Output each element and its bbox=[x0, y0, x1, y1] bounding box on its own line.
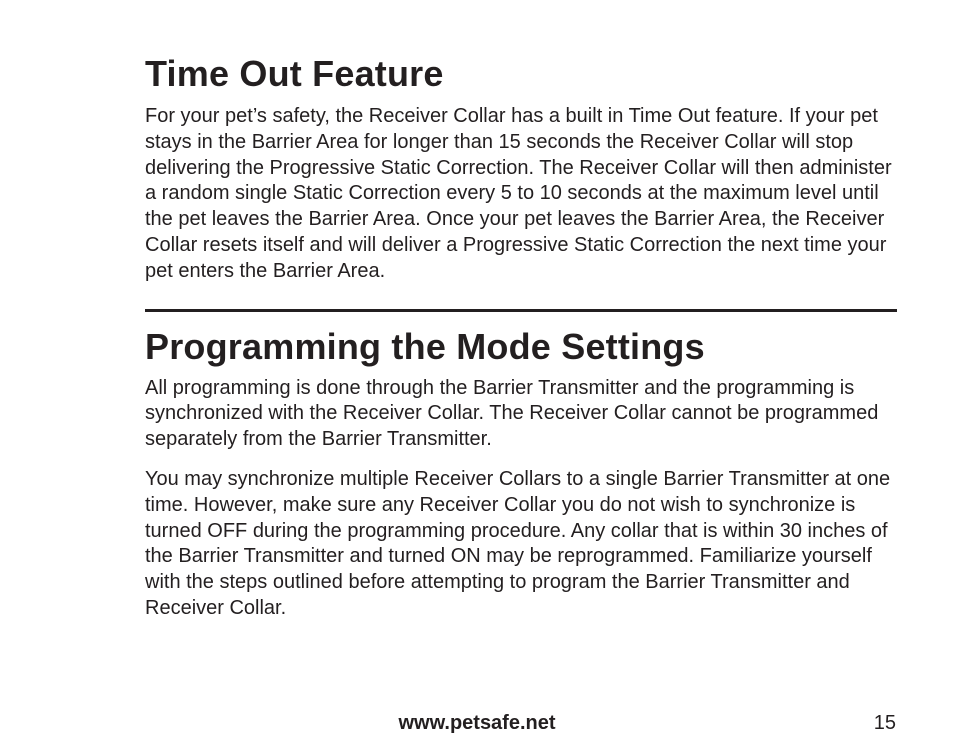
section-paragraph-time-out: For your pet’s safety, the Receiver Collar has a built in Time Out feature. If your pet stays in the Barrier Area for longer than 15 seconds the Receiver Collar will stop delivering the Progressive Static Correction. The Receiver Collar will then administer a random single Static Correction every 5 to 10 seconds at the maximum level until the pet leaves the Barrier Area. Once your pet leaves the Barrier Area, the Receiver Collar resets itself and will deliver a Progressive Static Correction the next time your pet enters the Barrier Area. bbox=[145, 105, 892, 282]
page-number: 15 bbox=[873, 712, 896, 734]
section-divider bbox=[145, 309, 897, 312]
section-title-time-out-feature: Time Out Feature bbox=[145, 53, 444, 94]
section-paragraph-programming-2: You may synchronize multiple Receiver Collars to a single Barrier Transmitter at one time. However, make sure any Receiver Collar you do not wish to synchronize is turned OFF during the programming procedure. Any collar that is within 30 inches of the Barrier Transmitter and turned ON may be reprogrammed. Familiarize yourself with the steps outlined before attempting to program the Barrier Transmitter and Receiver Collar. bbox=[145, 467, 891, 619]
section-paragraph-programming-1: All programming is done through the Barrier Transmitter and the programming is synchronized with the Receiver Collar. The Receiver Collar cannot be programmed separately from the Barrier Transmitter. bbox=[145, 376, 879, 451]
section-title-programming-mode-settings: Programming the Mode Settings bbox=[145, 325, 705, 367]
footer-website-link[interactable]: www.petsafe.net bbox=[398, 712, 556, 734]
page-content bbox=[145, 52, 897, 622]
